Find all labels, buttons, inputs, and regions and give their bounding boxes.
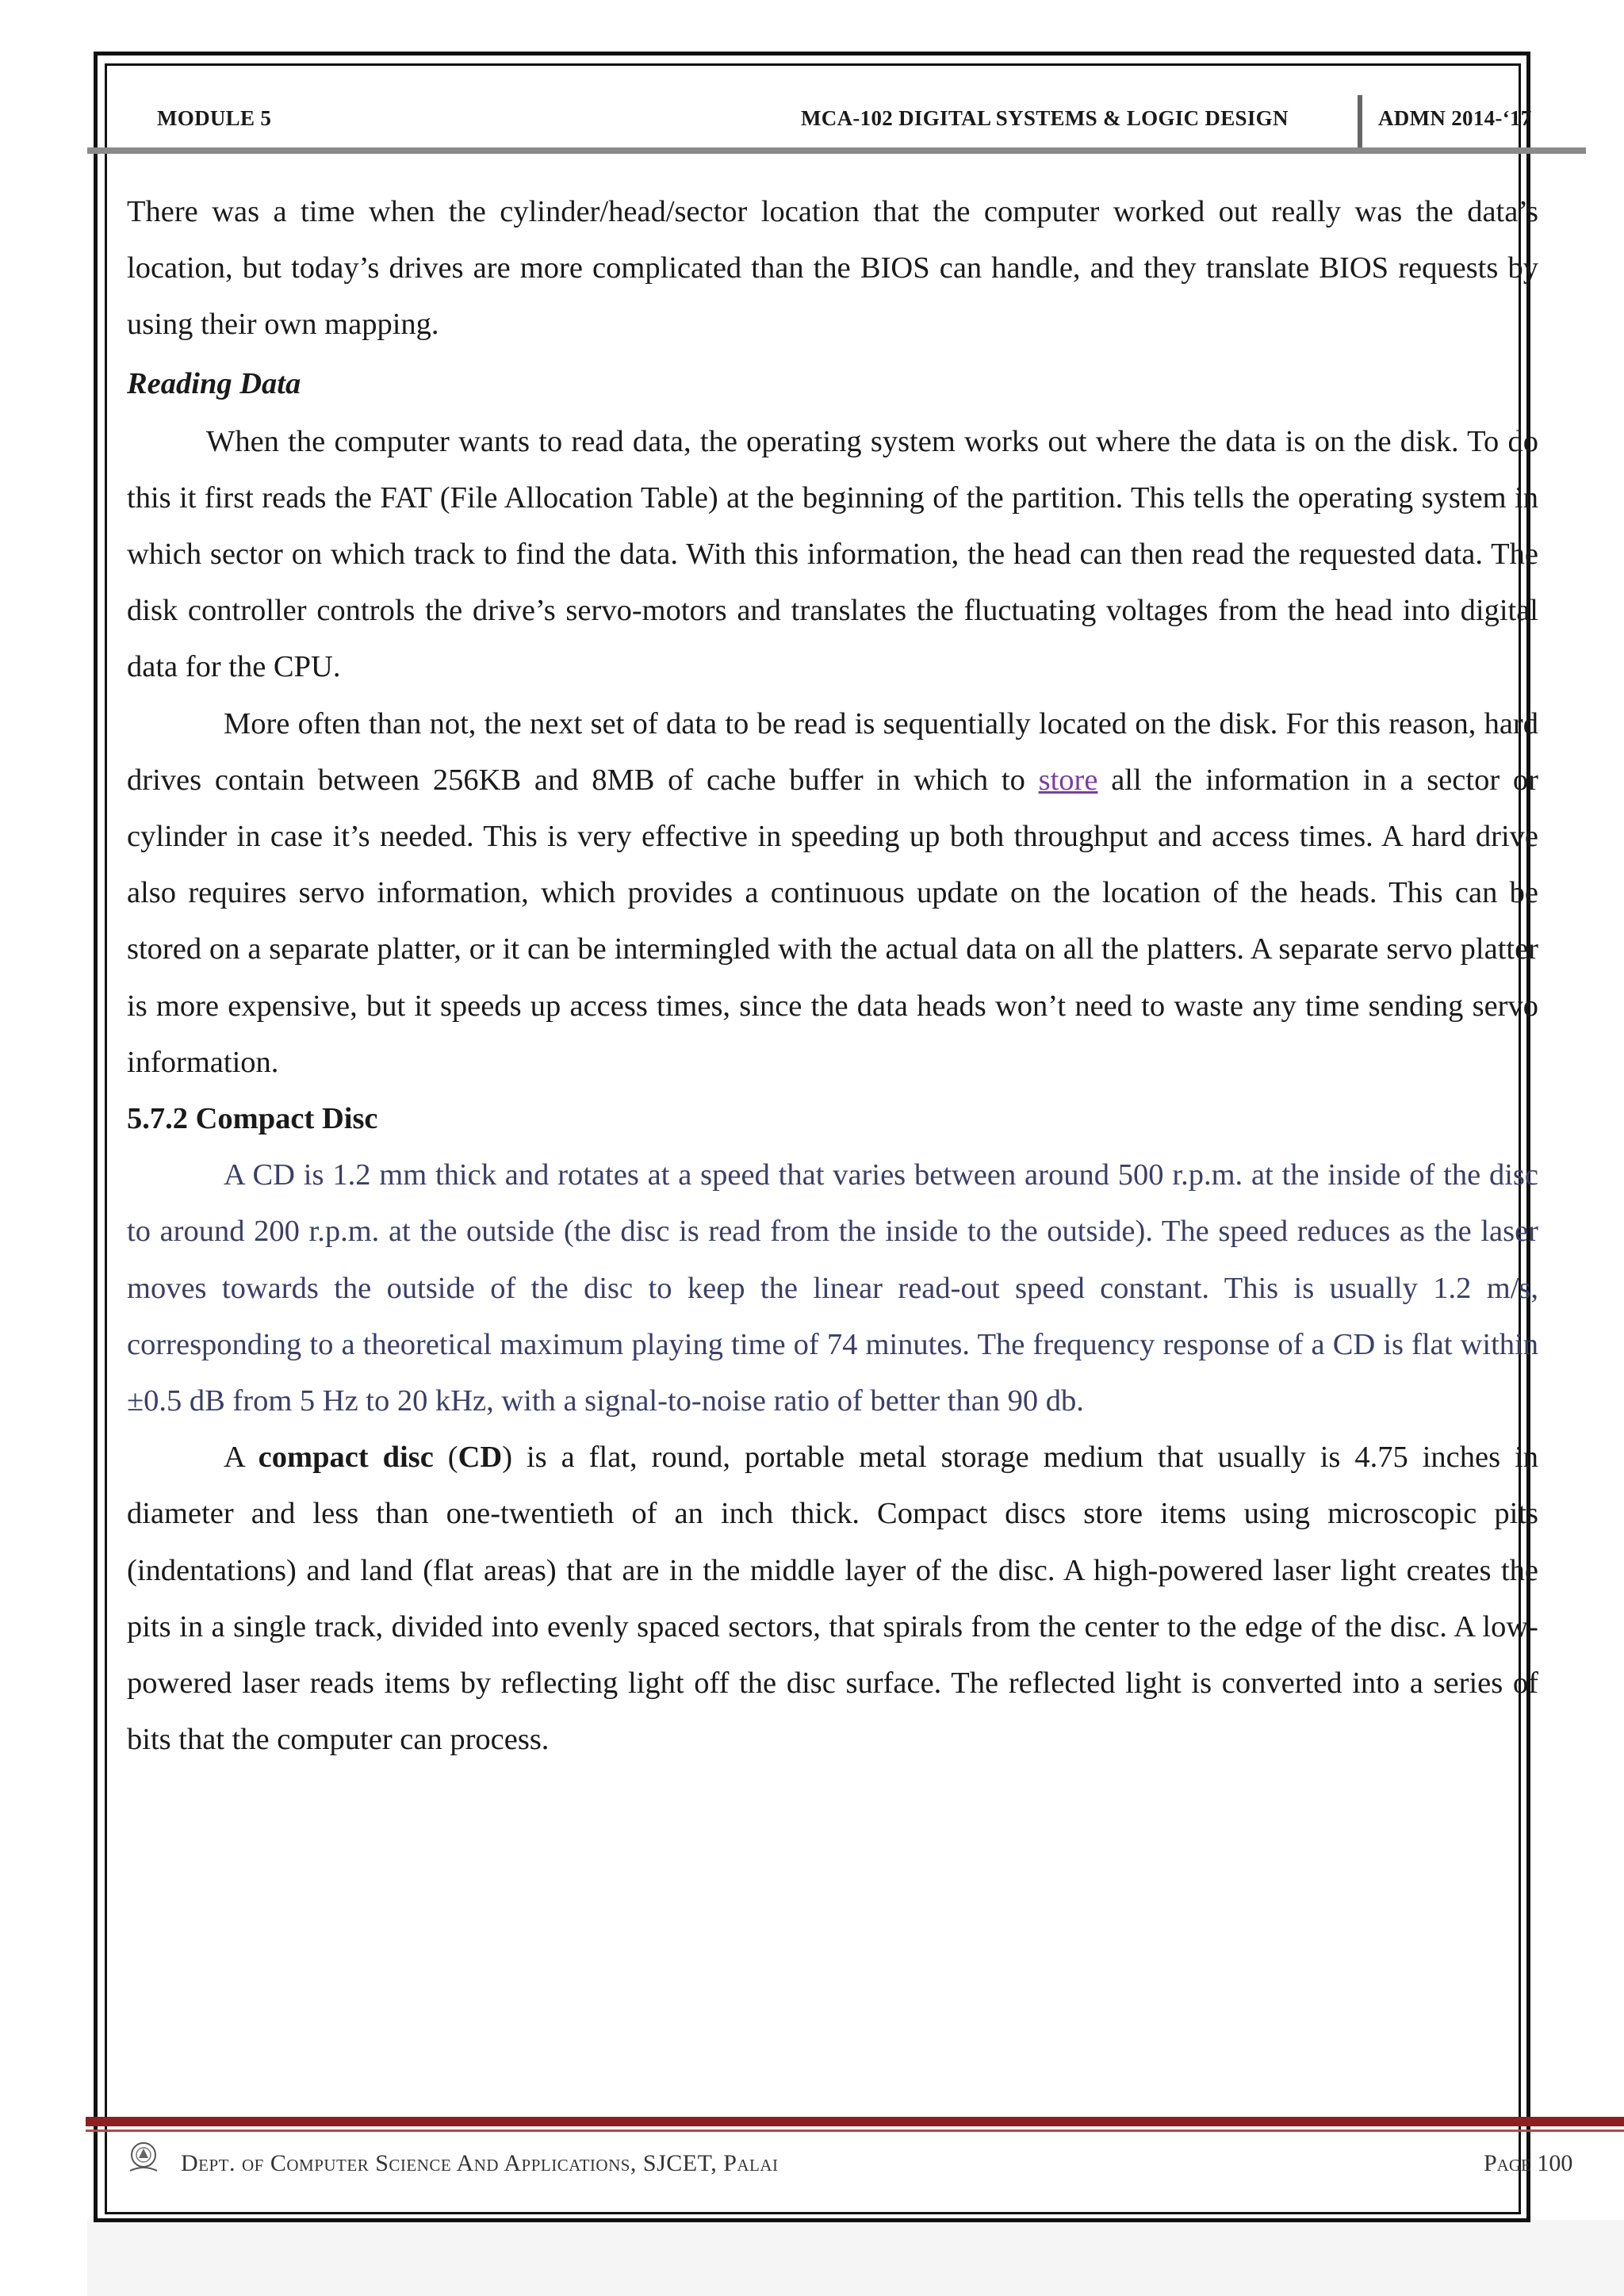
paragraph-cache-text-b: all the information in a sector or cylinder in case it’s needed. This is very effective in speeding up both throughput and access times. A hard drive also requires servo information, which provides a continuous update on the location of the heads. This can be stored on a separate platter, or it can be intermingled with the actual data on all the platters. A separate servo platter is more expensive, but it speeds up access times, since the data heads won’t need to waste any time sending servo information. [127, 763, 1538, 1079]
cd-def-text-b: ( [433, 1441, 458, 1475]
section-heading-compact-disc: 5.7.2 Compact Disc [127, 1102, 378, 1136]
paragraph-cache [127, 696, 1538, 1091]
header-module: MODULE 5 [157, 106, 272, 130]
footer-page-number: Page 100 [1484, 2150, 1573, 2176]
cd-def-text-a: A [224, 1441, 259, 1475]
footer-department: Dept. of Computer Science And Applications, SJCET, Palai [181, 2150, 779, 2176]
footer-rule-thin [86, 2130, 1624, 2132]
term-compact-disc: compact disc [258, 1441, 434, 1475]
paragraph-cd-specs: A CD is 1.2 mm thick and rotates at a speed that varies between around 500 r.p.m. at the inside of the disc to around 200 r.p.m. at the outside (the disc is read from the inside to the outside). The speed reduces as the laser moves towards the outside of the disc to keep the linear read-out speed constant. This is usually 1.2 m/s, corresponding to a theoretical maximum playing time of 74 minutes. The frequency response of a CD is flat within ±0.5 dB from 5 Hz to 20 kHz, with a signal-to-noise ratio of better than 90 db. [127, 1158, 1538, 1418]
paragraph-cd-definition [127, 1429, 1538, 1768]
paragraph-reading-data: When the computer wants to read data, the operating system works out where the data is on the disk. To do this it first reads the FAT (File Allocation Table) at the beginning of the partition. This tells the operating system in which sector on which track to find the data. With this information, the head can then read the requested data. The disk controller controls the drive’s servo-motors and translates the fluctuating voltages from the head into digital data for the CPU. [127, 424, 1538, 684]
header-rule [87, 147, 1586, 154]
header-course-title: MCA-102 DIGITAL SYSTEMS & LOGIC DESIGN [801, 106, 1289, 130]
paragraph-cache-text-a: More often than not, the next set of data to be read is sequentially located on the disk. For this reason, hard drives contain between 256KB and 8MB of cache buffer in which to [127, 706, 1538, 797]
paragraph-intro: There was a time when the cylinder/head/sector location that the computer worked out really was the data’s location, but today’s drives are more complicated than the BIOS can handle, and they translate BIOS requests by using their own mapping. [127, 195, 1538, 342]
header-admission-years: ADMN 2014-‘17 [1378, 106, 1532, 130]
header-separator [1358, 95, 1362, 151]
footer-rule-thick [86, 2117, 1624, 2126]
page-bottom-margin [87, 2220, 1624, 2296]
term-cd: CD [458, 1441, 503, 1475]
cd-def-text-c: ) is a flat, round, portable metal storage medium that usually is 4.75 inches in diameter and less than one-twentieth of an inch thick. Compact discs store items using microscopic pits (indentations) and land (flat areas) that are in the middle layer of the disc. A high-powered laser light creates the pits in a single track, divided into evenly spaced sectors, that spirals from the center to the edge of the disc. A low-powered laser reads items by reflecting light off the disc surface. The reflected light is converted into a series of bits that the computer can process. [127, 1441, 1538, 1757]
college-emblem-icon [125, 2139, 162, 2175]
store-link[interactable]: store [1038, 763, 1098, 797]
section-heading-reading-data: Reading Data [127, 366, 301, 400]
page-content [127, 184, 1538, 1768]
